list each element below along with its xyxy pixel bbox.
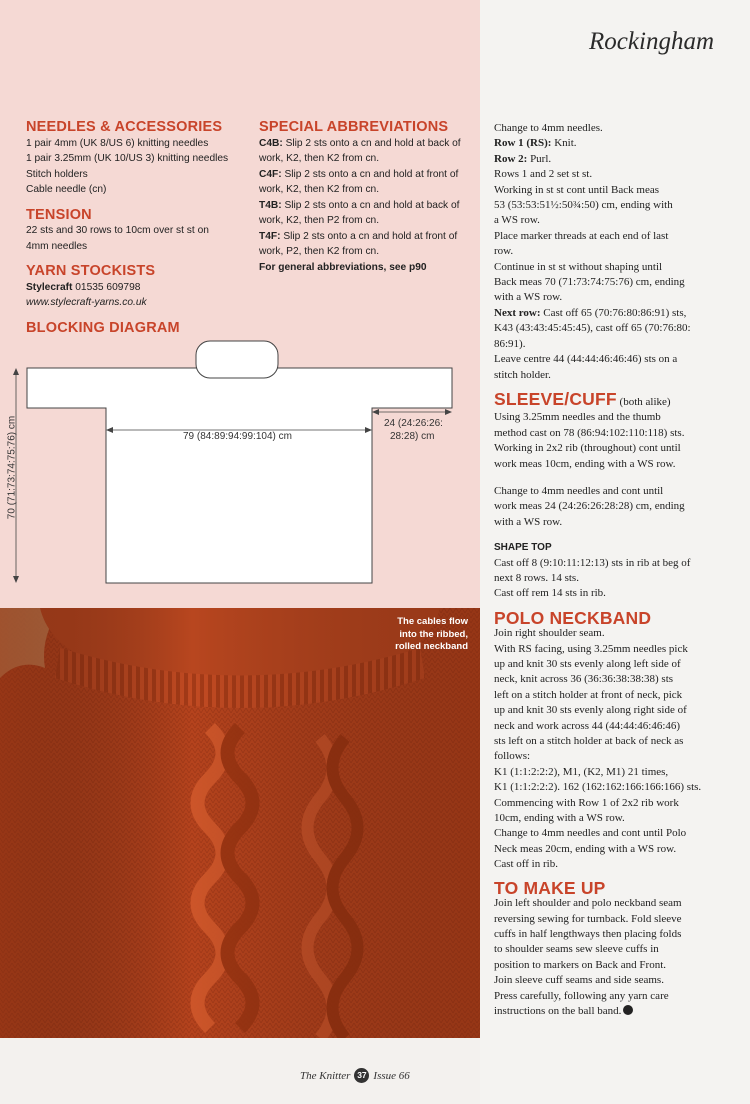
instruction-text: a WS row.: [494, 214, 540, 227]
instruction-text: Cast off in rib.: [494, 858, 558, 871]
sleeve-label-line: 24 (24:26:26:: [384, 418, 443, 429]
instruction-text: follows:: [494, 750, 531, 763]
sweater-photo-illustration: [0, 608, 480, 1038]
instruction-text: Cast off 65 (70:76:80:86:91) sts,: [540, 306, 687, 319]
instruction-text: K43 (43:43:45:45:45), cast off 65 (70:76:80:: [494, 322, 691, 335]
instruction-text: method cast on 78 (86:94:102:110:118) sts.: [494, 426, 685, 439]
instruction-text: with a WS row.: [494, 515, 563, 528]
sleeve-heading: SLEEVE/CUFF: [494, 388, 617, 409]
stockist-brand: Stylecraft: [26, 281, 73, 293]
caption-line: into the ribbed,: [399, 628, 468, 640]
instruction-text: instructions on the ball band.: [494, 1004, 622, 1017]
needles-list: [26, 136, 246, 198]
instruction-text: Working in st st cont until Back meas: [494, 183, 660, 196]
abbreviation-text: work, K2, then K2 from cn.: [259, 153, 380, 164]
caption-line: The cables flow: [397, 616, 468, 627]
row-label: Row 2:: [494, 152, 528, 165]
list-item: 1 pair 4mm (UK 8/US 6) knitting needles: [26, 137, 209, 149]
abbreviation-c4b: [259, 136, 479, 167]
page-footer: [300, 1068, 410, 1083]
instruction-text: up and knit 30 sts evenly along right side of: [494, 704, 687, 717]
sweater-schematic: [0, 335, 480, 605]
shape-top-heading: SHAPE TOP: [494, 542, 552, 554]
blocking-diagram: [0, 335, 480, 605]
sweater-outline: [27, 368, 452, 583]
instruction-text: to shoulder seams sew sleeve cuffs in: [494, 943, 659, 956]
abbreviation-c4f: [259, 167, 479, 198]
instruction-text: position to markers on Back and Front.: [494, 958, 667, 971]
polo-neckband-section: [494, 607, 739, 873]
caption-line: rolled neckband: [395, 641, 468, 652]
page-title: Rockingham: [589, 28, 714, 55]
instruction-text: 10cm, ending with a WS row.: [494, 812, 625, 825]
instruction-text: Cast off 8 (9:10:11:12:13) sts in rib at beg of: [494, 556, 691, 569]
instruction-text: 86:91).: [494, 337, 526, 350]
instruction-text: up and knit 30 sts evenly along left side of: [494, 658, 681, 670]
stockist-url[interactable]: www.stylecraft-yarns.co.uk: [26, 297, 147, 308]
make-up-section: [494, 877, 739, 1020]
instruction-text: Rows 1 and 2 set st st.: [494, 168, 593, 181]
instruction-text: Change to 4mm needles and cont until Polo: [494, 827, 687, 840]
abbreviation-text: Slip 2 sts onto a cn and hold at front of: [280, 230, 458, 242]
tension-heading: TENSION: [26, 206, 92, 223]
abbreviation-t4f: [259, 229, 479, 260]
left-column: [26, 120, 246, 336]
general-abbreviations-note: For general abbreviations, see p90: [259, 261, 427, 273]
instruction-text: reversing sewing for turnback. Fold sleeve: [494, 912, 682, 925]
instruction-text: Neck meas 20cm, ending with a WS row.: [494, 842, 677, 855]
instruction-text: Back meas 70 (71:73:74:75:76) cm, ending: [494, 276, 685, 289]
abbreviations-heading: SPECIAL ABBREVIATIONS: [259, 119, 449, 135]
instruction-text: Join left shoulder and polo neckband seam: [494, 897, 682, 910]
instruction-text: neck, knit across 36 (36:36:38:38:38) sts: [494, 673, 674, 686]
instruction-text: Knit.: [551, 137, 577, 150]
stockist-phone: 01535 609798: [72, 281, 141, 293]
instruction-text: K1 (1:1:2:2:2). 162 (162:162:166:166:166) sts.: [494, 781, 702, 794]
instruction-text: left on a stitch holder at front of neck, pick: [494, 688, 683, 701]
polo-neckband-heading: POLO NECKBAND: [494, 607, 652, 628]
abbreviation-code: C4F:: [259, 168, 282, 180]
stockists-heading: YARN STOCKISTS: [26, 263, 156, 279]
length-label: 70 (71:73:74:75:76) cm: [6, 415, 18, 520]
instruction-text: Change to 4mm needles.: [494, 122, 603, 134]
abbreviation-text: Slip 2 sts onto a cn and hold at back of: [282, 137, 461, 149]
pattern-instructions-column: [494, 121, 739, 1019]
abbreviation-code: T4F:: [259, 230, 281, 242]
abbreviation-text: work, K2, then P2 from cn.: [259, 215, 380, 226]
magazine-name: The Knitter: [300, 1069, 351, 1082]
end-of-pattern-icon: [623, 1005, 633, 1015]
photo-caption: [395, 616, 468, 654]
instruction-text: work meas 10cm, ending with a WS row.: [494, 457, 676, 470]
instruction-text: Join right shoulder seam.: [494, 627, 605, 640]
instruction-text: Cast off rem 14 sts in rib.: [494, 587, 606, 600]
instruction-text: Leave centre 44 (44:44:46:46:46) sts on a: [494, 353, 678, 366]
abbreviation-t4b: [259, 198, 479, 229]
abbreviation-text: work, P2, then K2 from cn.: [259, 246, 380, 257]
instruction-text: Join sleeve cuff seams and side seams.: [494, 974, 664, 987]
blocking-diagram-heading: BLOCKING DIAGRAM: [26, 319, 180, 336]
tension-text: 22 sts and 30 rows to 10cm over st st on: [26, 225, 209, 236]
instruction-text: K1 (1:1:2:2:2), M1, (K2, M1) 21 times,: [494, 765, 669, 778]
shape-top-section: [494, 540, 739, 602]
instruction-text: row.: [494, 245, 514, 258]
page-number: 37: [354, 1068, 369, 1083]
instruction-text: Place marker threads at each end of last: [494, 229, 669, 242]
width-label: 79 (84:89:94:99:104) cm: [183, 431, 292, 442]
abbreviation-text: Slip 2 sts onto a cn and hold at back of: [281, 199, 460, 211]
instruction-text: Purl.: [527, 152, 552, 165]
list-item: Cable needle (cn): [26, 184, 107, 195]
instruction-text: With RS facing, using 3.25mm needles pick: [494, 642, 688, 655]
tension-text: 4mm needles: [26, 240, 88, 252]
instruction-text: Using 3.25mm needles and the thumb: [494, 411, 661, 424]
back-instructions: [494, 121, 739, 383]
instruction-text: Continue in st st without shaping until: [494, 260, 663, 273]
instruction-text: Working in 2x2 rib (throughout) cont until: [494, 442, 681, 455]
abbreviation-text: work, K2, then K2 from cn.: [259, 184, 380, 195]
instruction-text: neck and work across 44 (44:44:46:46:46): [494, 719, 681, 732]
sleeve-label-line: 28:28) cm: [390, 431, 435, 442]
sleeve-label: [384, 417, 443, 443]
instruction-text: work meas 24 (24:26:26:28:28) cm, ending: [494, 500, 685, 513]
sleeve-subtitle: (both alike): [616, 395, 671, 408]
instruction-text: Change to 4mm needles and cont until: [494, 484, 664, 497]
sweater-photo: [0, 608, 480, 1038]
needles-heading: NEEDLES & ACCESSORIES: [26, 119, 223, 135]
list-item: Stitch holders: [26, 168, 88, 180]
stockist-contact: [26, 280, 246, 296]
make-up-heading: TO MAKE UP: [494, 877, 606, 898]
instruction-text: Press carefully, following any yarn care: [494, 989, 669, 1002]
sleeve-section: [494, 388, 739, 530]
neck-collar: [196, 341, 278, 378]
abbreviation-code: T4B:: [259, 199, 282, 211]
list-item: 1 pair 3.25mm (UK 10/US 3) knitting needles: [26, 153, 229, 164]
instruction-text: with a WS row.: [494, 291, 563, 304]
row-label: Row 1 (RS):: [494, 137, 552, 150]
instruction-text: cuffs in half lengthways then placing folds: [494, 927, 682, 940]
abbreviations-column: [259, 120, 479, 275]
instruction-text: 53 (53:53:51½:50¾:50) cm, ending with: [494, 199, 673, 212]
instruction-text: sts left on a stitch holder at back of neck as: [494, 735, 684, 748]
issue-number: Issue 66: [373, 1069, 410, 1082]
instruction-text: stitch holder.: [494, 368, 551, 381]
abbreviation-text: Slip 2 sts onto a cn and hold at front of: [281, 168, 459, 180]
instruction-text: Commencing with Row 1 of 2x2 rib work: [494, 796, 679, 809]
instruction-text: next 8 rows. 14 sts.: [494, 571, 579, 584]
row-label: Next row:: [494, 306, 541, 319]
abbreviation-code: C4B:: [259, 137, 283, 149]
